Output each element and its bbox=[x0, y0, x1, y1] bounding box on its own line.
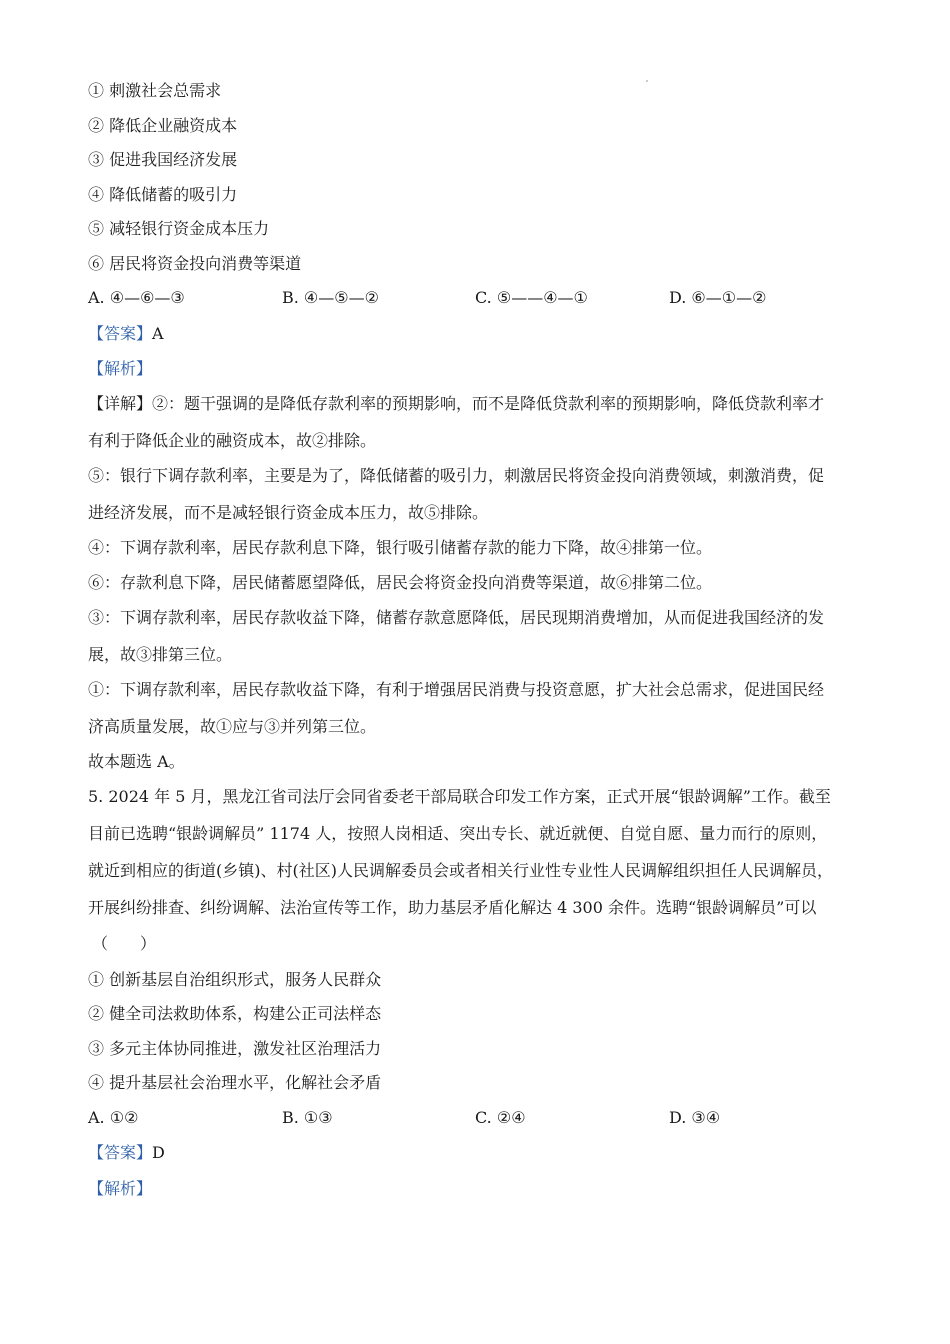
q5-option-b: B. ①③ bbox=[282, 1108, 333, 1127]
q5-item-4: ④ 提升基层社会治理水平，化解社会矛盾 bbox=[88, 1073, 382, 1092]
q4-item-4: ④ 降低储蓄的吸引力 bbox=[88, 185, 238, 204]
q4-option-b: B. ④—⑤—② bbox=[282, 288, 379, 307]
q5-stem-line: 就近到相应的街道(乡镇)、村(社区)人民调解委员会或者相关行业性专业性人民调解组织担任人民调解员， bbox=[88, 861, 833, 880]
q5-item-2: ② 健全司法救助体系，构建公正司法样态 bbox=[88, 1004, 382, 1023]
detail-tag: 【详解】 bbox=[88, 394, 153, 413]
q5-analysis-tag: 【解析】 bbox=[88, 1179, 153, 1198]
q4-item-1: ① 刺激社会总需求 bbox=[88, 81, 222, 100]
q5-option-d: D. ③④ bbox=[669, 1108, 721, 1127]
q4-item-3: ③ 促进我国经济发展 bbox=[88, 150, 238, 169]
answer-value: A bbox=[152, 324, 164, 343]
q4-option-c: C. ⑤——④—① bbox=[475, 288, 588, 307]
answer-tag: 【答案】 bbox=[88, 1143, 153, 1162]
q4-answer bbox=[88, 323, 164, 345]
q4-detail-line: ③：下调存款利率，居民存款收益下降，储蓄存款意愿降低，居民现期消费增加，从而促进我国经济的发 bbox=[88, 608, 825, 627]
q5-item-1: ① 创新基层自治组织形式，服务人民群众 bbox=[88, 970, 382, 989]
q4-detail-line: 济高质量发展，故①应与③并列第三位。 bbox=[88, 717, 377, 736]
q4-detail-line: ①：下调存款利率，居民存款收益下降，有利于增强居民消费与投资意愿，扩大社会总需求，促进国民经 bbox=[88, 680, 825, 699]
q4-item-2: ② 降低企业融资成本 bbox=[88, 116, 238, 135]
q4-analysis-tag: 【解析】 bbox=[88, 359, 153, 378]
q4-detail-line: 展，故③排第三位。 bbox=[88, 645, 233, 664]
q4-detail-line: ⑥：存款利息下降，居民储蓄愿望降低，居民会将资金投向消费等渠道，故⑥排第二位。 bbox=[88, 573, 713, 592]
q4-conclusion: 故本题选 A。 bbox=[88, 752, 185, 771]
q4-detail-line bbox=[88, 393, 824, 415]
detail-text: ②：题干强调的是降低存款利率的预期影响，而不是降低贷款利率的预期影响，降低贷款利率才 bbox=[152, 394, 825, 413]
q5-item-3: ③ 多元主体协同推进，激发社区治理活力 bbox=[88, 1039, 382, 1058]
answer-tag: 【答案】 bbox=[88, 324, 153, 343]
q4-item-6: ⑥ 居民将资金投向消费等渠道 bbox=[88, 254, 302, 273]
scan-dot bbox=[646, 80, 648, 82]
answer-value: D bbox=[152, 1143, 165, 1162]
q4-detail-line: ④：下调存款利率，居民存款利息下降，银行吸引储蓄存款的能力下降，故④排第一位。 bbox=[88, 538, 713, 557]
q5-stem-line: 5. 2024 年 5 月，黑龙江省司法厅会同省委老干部局联合印发工作方案，正式开展“银龄调解”工作。截至 bbox=[88, 787, 831, 806]
q5-answer-blank: （ ） bbox=[92, 934, 157, 953]
q4-option-d: D. ⑥—①—② bbox=[669, 288, 767, 307]
q5-stem-line: 开展纠纷排查、纠纷调解、法治宣传等工作，助力基层矛盾化解达 4 300 余件。选聘“银龄调解员”可以 bbox=[88, 898, 817, 917]
q5-answer bbox=[88, 1142, 165, 1164]
q4-detail-line: ⑤：银行下调存款利率，主要是为了，降低储蓄的吸引力，刺激居民将资金投向消费领域，刺激消费，促 bbox=[88, 466, 825, 485]
q4-item-5: ⑤ 减轻银行资金成本压力 bbox=[88, 219, 270, 238]
q5-stem-line: 目前已选聘“银龄调解员” 1174 人，按照人岗相适、突出专长、就近就便、自觉自愿、量力而行的原则， bbox=[88, 824, 828, 843]
q4-detail-line: 有利于降低企业的融资成本，故②排除。 bbox=[88, 431, 377, 450]
q5-option-a: A. ①② bbox=[88, 1108, 139, 1127]
q5-option-c: C. ②④ bbox=[475, 1108, 526, 1127]
q4-detail-line: 进经济发展，而不是减轻银行资金成本压力，故⑤排除。 bbox=[88, 503, 489, 522]
q4-option-a: A. ④—⑥—③ bbox=[88, 288, 185, 307]
